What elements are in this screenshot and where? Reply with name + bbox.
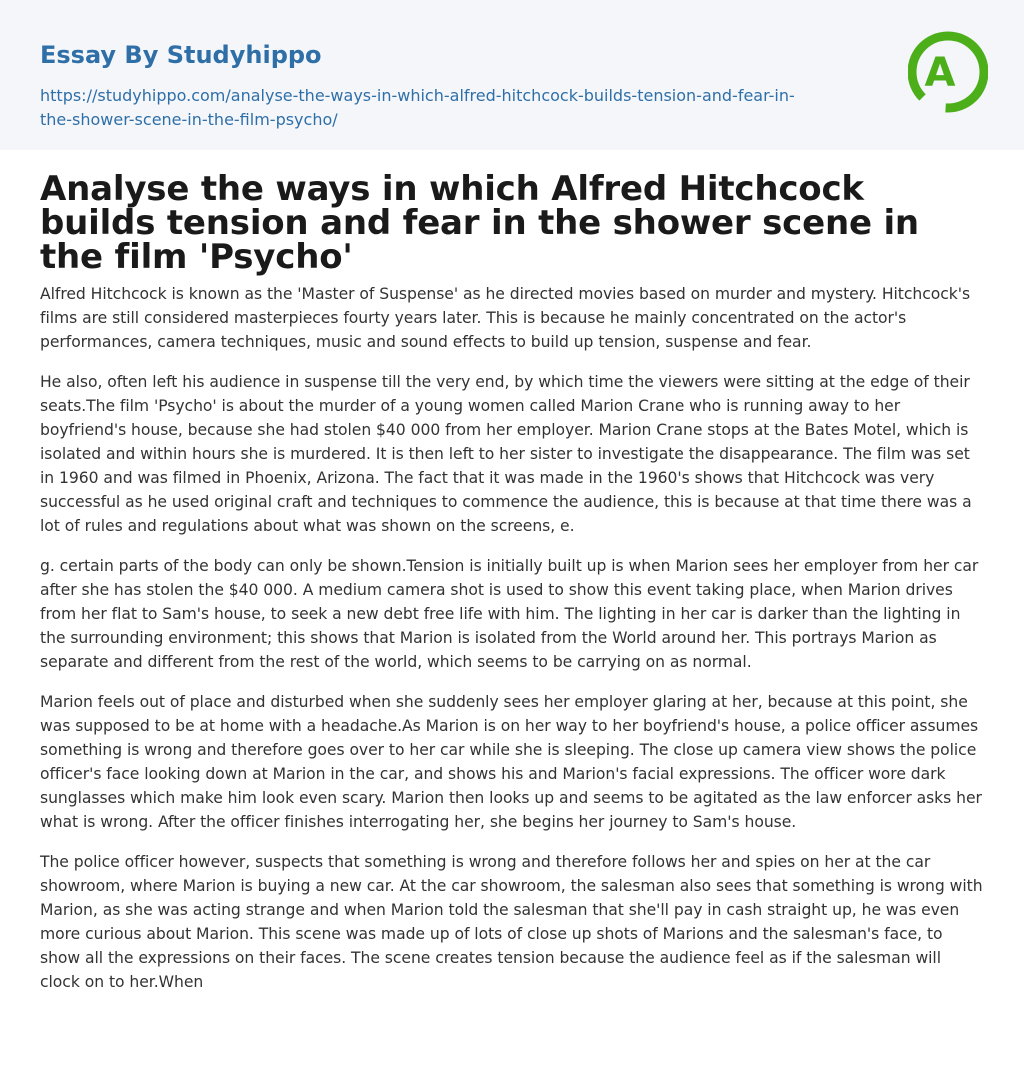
article [0, 150, 1024, 994]
source-url-link[interactable]: https://studyhippo.com/analyse-the-ways-in-which-alfred-hitchcock-builds-tension-and-fear-in-the-shower-scene-in-the-film-psycho/ [40, 86, 795, 129]
article-paragraph: Marion feels out of place and disturbed when she suddenly sees her employer glaring at her, because at this point, she was supposed to be at home with a headache.As Marion is on her way to her boyfriend's house, a police officer assumes something is wrong and therefore goes over to her car while she is sleeping. The close up camera view shows the police officer's face looking down at Marion in the car, and shows his and Marion's facial expressions. The officer wore dark sunglasses which make him look even scary. Marion then looks up and seems to be agitated as the law enforcer asks her what is wrong. After the officer finishes interrogating her, she begins her journey to Sam's house. [40, 693, 982, 831]
article-paragraph: The police officer however, suspects that something is wrong and therefore follows her and spies on her at the car showroom, where Marion is buying a new car. At the car showroom, the salesman also sees that something is wrong with Marion, as she was acting strange and when Marion told the salesman that she'll pay in cash straight up, he was even more curious about Marion. This scene was made up of lots of close up shots of Marions and the salesman's face, to show all the expressions on their faces. The scene creates tension because the audience feel as if the salesman will clock on to her.When [40, 853, 983, 991]
page-header [0, 0, 1024, 150]
article-title: Analyse the ways in which Alfred Hitchcock builds tension and fear in the shower scene in the film 'Psycho' [40, 169, 919, 277]
article-paragraph: g. certain parts of the body can only be shown.Tension is initially built up is when Marion sees her employer from her car after she has stolen the $40 000. A medium camera shot is used to show this event taking place, when Marion drives from her flat to Sam's house, to seek a new debt free life with him. The lighting in her car is darker than the lighting in the surrounding environment; this shows that Marion is isolated from the World around her. This portrays Marion as separate and different from the rest of the world, which seems to be carrying on as normal. [40, 557, 979, 671]
article-paragraph: He also, often left his audience in suspense till the very end, by which time the viewers were sitting at the edge of their seats.The film 'Psycho' is about the murder of a young women called Marion Crane who is running away to her boyfriend's house, because she had stolen $40 000 from her employer. Marion Crane stops at the Bates Motel, which is isolated and within hours she is murdered. It is then left to her sister to investigate the disappearance. The film was set in 1960 and was filmed in Phoenix, Arizona. The fact that it was made in the 1960's shows that Hitchcock was very successful as he used original craft and techniques to commence the audience, this is because at that time there was a lot of rules and regulations about what was shown on the screens, e. [40, 373, 972, 535]
site-brand[interactable]: Essay By Studyhippo [40, 41, 322, 69]
logo-letter: A [924, 50, 956, 96]
article-paragraph: Alfred Hitchcock is known as the 'Master of Suspense' as he directed movies based on murder and mystery. Hitchcock's films are still considered masterpieces fourty years later. This is because he mainly concentrated on the actor's performances, camera techniques, music and sound effects to build up tension, suspense and fear. [40, 285, 971, 351]
studyhippo-logo-icon[interactable] [908, 28, 988, 116]
